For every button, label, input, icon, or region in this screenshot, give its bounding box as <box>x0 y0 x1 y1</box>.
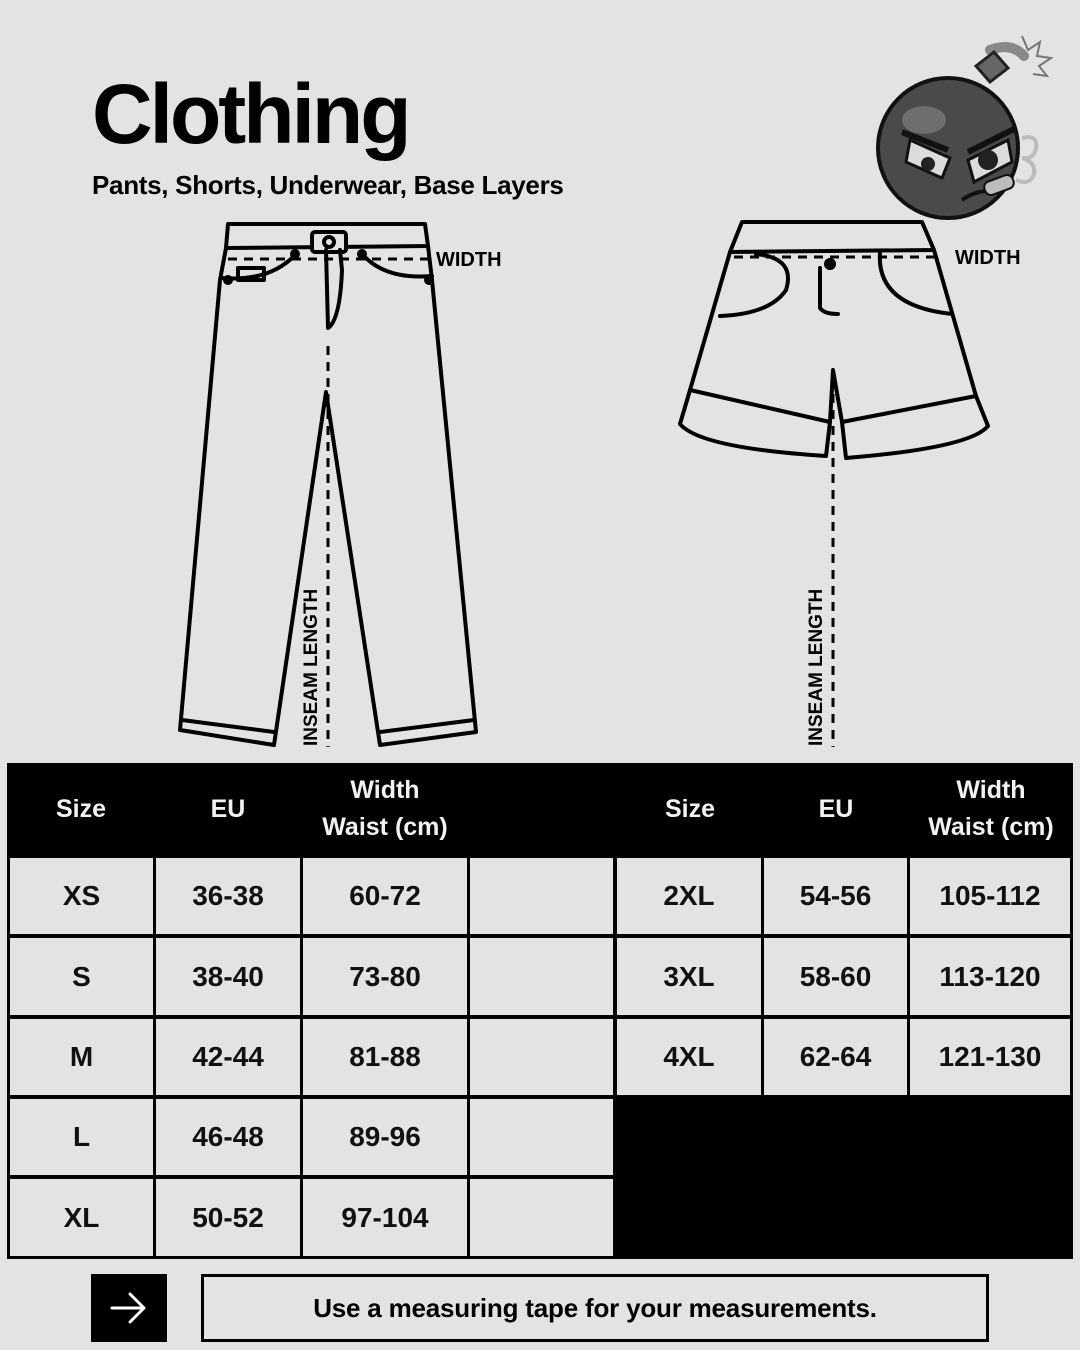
table-cell: 97-104 <box>303 1179 467 1256</box>
table-cell: 3XL <box>617 938 761 1015</box>
table-cell: 113-120 <box>910 938 1070 1015</box>
table-cell-empty <box>470 1019 613 1095</box>
garment-measurement-illustration <box>0 210 1080 755</box>
pants-width-label: WIDTH <box>436 249 502 271</box>
table-cell: 89-96 <box>303 1099 467 1175</box>
table-cell: 81-88 <box>303 1019 467 1095</box>
pants-inseam-label: INSEAM LENGTH <box>301 588 322 746</box>
table-cell: 60-72 <box>303 858 467 934</box>
measurement-note: Use a measuring tape for your measurements. <box>201 1274 989 1342</box>
header-eu-right: EU <box>818 794 854 823</box>
table-cell: 4XL <box>617 1019 761 1095</box>
page-title: Clothing <box>92 67 409 161</box>
page-subtitle: Pants, Shorts, Underwear, Base Layers <box>92 170 564 200</box>
header-size-left: Size <box>55 794 107 823</box>
table-cell: 73-80 <box>303 938 467 1015</box>
table-cell: XL <box>10 1179 153 1256</box>
table-cell: 62-64 <box>764 1019 907 1095</box>
arrow-right-icon <box>108 1287 150 1329</box>
table-cell: S <box>10 938 153 1015</box>
table-cell: 38-40 <box>156 938 300 1015</box>
table-cell: 42-44 <box>156 1019 300 1095</box>
bomb-mascot-logo <box>872 28 1068 224</box>
table-cell: 58-60 <box>764 938 907 1015</box>
table-cell: M <box>10 1019 153 1095</box>
header-size-right: Size <box>664 794 716 823</box>
header-waist-right: Width Waist (cm) <box>928 776 1054 841</box>
table-cell-empty <box>470 938 613 1015</box>
table-cell: 46-48 <box>156 1099 300 1175</box>
table-cell: 54-56 <box>764 858 907 934</box>
header-eu-left: EU <box>210 794 246 823</box>
table-cell-empty <box>470 1179 613 1256</box>
table-cell: L <box>10 1099 153 1175</box>
table-cell: 2XL <box>617 858 761 934</box>
shorts-inseam-label: INSEAM LENGTH <box>806 588 827 746</box>
table-cell-empty <box>470 858 613 934</box>
table-cell: 50-52 <box>156 1179 300 1256</box>
table-cell: 36-38 <box>156 858 300 934</box>
arrow-button[interactable] <box>91 1274 167 1342</box>
table-cell-empty <box>470 1099 613 1175</box>
table-cell: 105-112 <box>910 858 1070 934</box>
size-table <box>7 763 1073 1259</box>
header-waist-left: Width Waist (cm) <box>322 776 448 841</box>
shorts-width-label: WIDTH <box>955 247 1021 269</box>
table-cell: 121-130 <box>910 1019 1070 1095</box>
table-cell: XS <box>10 858 153 934</box>
